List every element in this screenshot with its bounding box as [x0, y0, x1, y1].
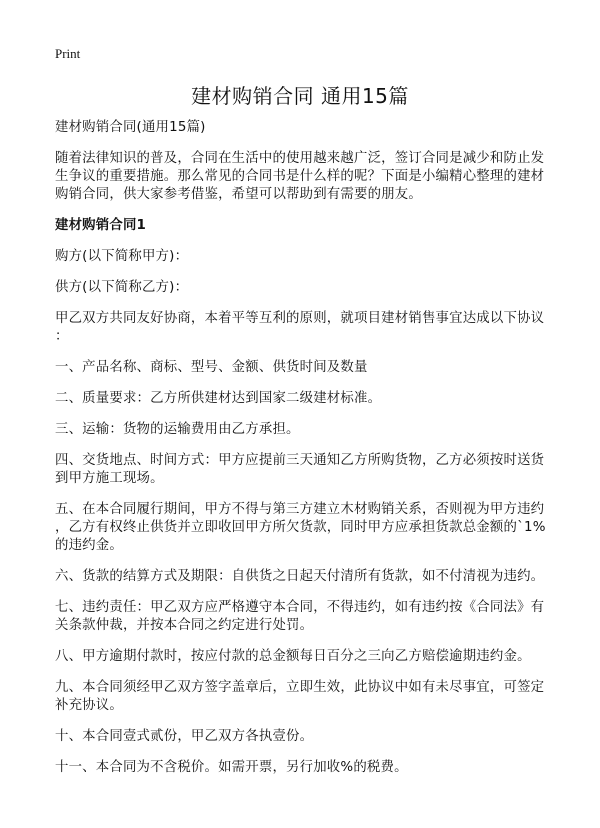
section-heading: [55, 217, 555, 235]
text-line: 八、甲方逾期付款时，按应付款的总金额每日百分之三向乙方赔偿逾期违约金。: [55, 649, 531, 664]
paragraph: [55, 599, 555, 635]
document-body: [55, 119, 555, 790]
text-line: 供方(以下简称乙方)：: [55, 280, 189, 295]
page-title: 建材购销合同 通用15篇: [191, 84, 409, 108]
paragraph: [55, 421, 555, 439]
text-line: ：: [55, 329, 69, 344]
text-line: 生争议的重要措施。那么常见的合同书是什么样的呢？下面是小编精心整理的建材: [55, 169, 545, 184]
paragraph: [55, 359, 555, 377]
text-line: 购方(以下简称甲方)：: [55, 249, 189, 264]
text-line: 十、本合同壹式贰份，甲乙双方各执壹份。: [55, 729, 314, 744]
text-line: 补充协议。: [55, 698, 123, 713]
paragraph: [55, 501, 555, 555]
text-line: 九、本合同须经甲乙双方签字盖章后，立即生效，此协议中如有未尽事宜，可签定: [55, 680, 545, 695]
paragraph: [55, 310, 555, 346]
paragraph: [55, 648, 555, 666]
text-line: ，乙方有权终止供货并立即收回甲方所欠货款，同时甲方应承担货款总金额的`1%: [55, 520, 546, 535]
text-line: 五、在本合同履行期间，甲方不得与第三方建立木材购销关系，否则视为甲方违约: [55, 502, 545, 517]
paragraph: [55, 390, 555, 408]
paragraph: [55, 248, 555, 266]
paragraph: [55, 119, 555, 137]
text-line: 三、运输：货物的运输费用由乙方承担。: [55, 422, 300, 437]
text-line: 二、质量要求：乙方所供建材达到国家二级建材标准。: [55, 391, 382, 406]
text-line: 七、违约责任：甲乙双方应严格遵守本合同，不得违约，如有违约按《合同法》有: [55, 600, 545, 615]
text-line: 的违约金。: [55, 538, 123, 553]
paragraph: [55, 759, 555, 777]
paragraph: [55, 279, 555, 297]
print-link[interactable]: Print: [55, 46, 81, 61]
text-line: 十一、本合同为不含税价。如需开票，另行加收%的税费。: [55, 760, 408, 775]
paragraph: [55, 568, 555, 586]
text-line: 购销合同，供大家参考借鉴，希望可以帮助到有需要的朋友。: [55, 187, 422, 202]
text-line: 一、产品名称、商标、型号、金额、供货时间及数量: [55, 360, 368, 375]
paragraph: [55, 452, 555, 488]
text-line: 关条款仲裁，并按本合同之约定进行处罚。: [55, 618, 314, 633]
text-line: 甲乙双方共同友好协商，本着平等互利的原则，就项目建材销售事宜达成以下协议: [55, 311, 545, 326]
paragraph: [55, 150, 555, 204]
text-line: 到甲方施工现场。: [55, 471, 164, 486]
paragraph: [55, 728, 555, 746]
text-line: 建材购销合同(通用15篇): [55, 120, 206, 135]
paragraph: [55, 679, 555, 715]
text-line: 六、货款的结算方式及期限：自供货之日起天付清所有货款，如不付清视为违约。: [55, 569, 545, 584]
text-line: 建材购销合同1: [55, 218, 147, 233]
text-line: 四、交货地点、时间方式：甲方应提前三天通知乙方所购货物，乙方必须按时送货: [55, 453, 545, 468]
text-line: 随着法律知识的普及，合同在生活中的使用越来越广泛，签订合同是减少和防止发: [55, 151, 545, 166]
